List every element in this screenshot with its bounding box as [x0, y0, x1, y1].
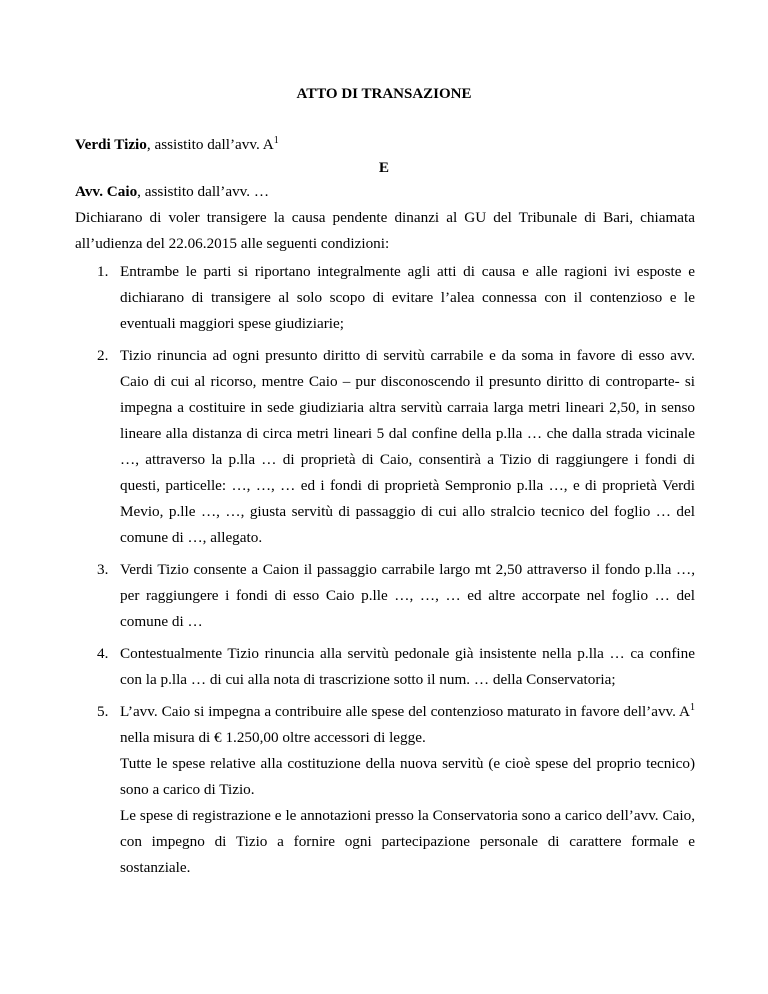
intro-line-2: all’udienza del 22.06.2015 alle seguenti condizioni: — [75, 235, 390, 252]
list-item — [75, 557, 695, 635]
party-one-name: Verdi Tizio — [75, 136, 147, 153]
item-number: 4. — [97, 645, 109, 662]
intro-line-1: Dichiarano di voler transigere la causa pendente dinanzi al GU del Tribunale di Bari, chiamata — [75, 209, 695, 226]
list-item — [75, 343, 695, 551]
item-text: Verdi Tizio consente a Caion il passaggio carrabile largo mt 2,50 attraverso il fondo p.lla …, per raggiungere i fondi di esso Caio p.lle …, …, … ed altre accorpate nel foglio … del comune di … — [120, 561, 695, 630]
party-one — [75, 136, 279, 154]
item-number: 2. — [97, 347, 109, 364]
item-text-part-b: nella misura di € 1.250,00 oltre accessori di legge. — [120, 729, 426, 746]
item-text — [120, 699, 695, 751]
list-item — [75, 259, 695, 337]
item-paragraph-2: Tutte le spese relative alla costituzione della nuova servitù (e cioè spese del proprio tecnico) sono a carico di Tizio. — [120, 755, 695, 798]
item-text: Tizio rinuncia ad ogni presunto diritto di servitù carrabile e da soma in favore di esso avv. Caio di cui al ricorso, mentre Caio – pur disconoscendo il presunto diritto di controparte- si impegna a costituire in sede giudiziaria altra servitù carraia larga metri lineari 2,50, in senso lineare alla distanza di circa metri lineari 5 dal confine della p.lla … che dalla strada vicinale …, attraverso la p.lla … di proprietà di Caio, consentirà a Tizio di raggiungere i fondi di questi, particelle: …, …, … ed i fondi di proprietà Sempronio p.lla …, e di proprietà Verdi Mevio, p.lle …, …, giusta servitù di passaggio di cui allo stralcio tecnico del foglio … del comune di …, allegato. — [120, 347, 695, 546]
party-one-assistance: , assistito dall’avv. A — [146, 136, 274, 153]
intro-paragraph — [75, 205, 695, 257]
document-title: ATTO DI TRANSAZIONE — [296, 86, 472, 102]
item-text: Entrambe le parti si riportano integralmente agli atti di causa e alle ragioni ivi esposte e dichiarano di transigere al solo scopo di evitare l’alea connessa con il contenzioso e le eventuali maggiori spese giudiziarie; — [120, 263, 695, 332]
footnote-marker: 1 — [690, 702, 695, 713]
footnote-marker: 1 — [273, 135, 279, 146]
item-paragraph-3: Le spese di registrazione e le annotazioni presso la Conservatoria sono a carico dell’avv. Caio, con impegno di Tizio a fornire ogni partecipazione personale di carattere formale e sostanziale. — [120, 807, 695, 876]
party-two — [75, 183, 269, 201]
item-text-part-a: L’avv. Caio si impegna a contribuire alle spese del contenzioso maturato in favore dell’avv. A — [120, 703, 690, 720]
list-item — [75, 641, 695, 693]
item-number: 5. — [97, 703, 109, 720]
party-separator: E — [378, 159, 390, 176]
item-number: 3. — [97, 561, 109, 578]
item-text: Contestualmente Tizio rinuncia alla servitù pedonale già insistente nella p.lla … ca confine con la p.lla … di cui alla nota di trascrizione sotto il num. … della Conservatoria; — [120, 645, 695, 688]
party-two-assistance: , assistito dall’avv. … — [137, 183, 270, 200]
party-two-name: Avv. Caio — [75, 183, 138, 200]
item-number: 1. — [97, 263, 109, 280]
list-item — [75, 699, 695, 881]
terms-list — [75, 259, 695, 887]
